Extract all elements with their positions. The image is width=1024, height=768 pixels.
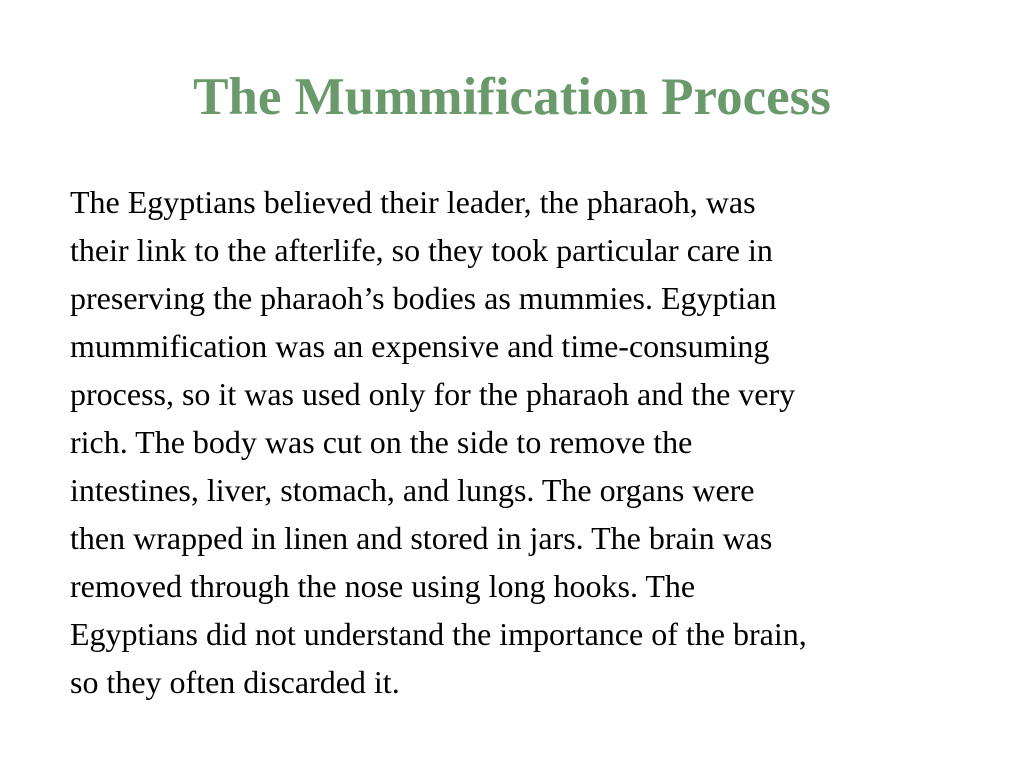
body-text-line: rich. The body was cut on the side to remove the <box>70 424 693 460</box>
body-text-line: so they often discarded it. <box>70 664 400 700</box>
body-text-line: process, so it was used only for the pharaoh and the very <box>70 376 796 412</box>
slide-body-text <box>70 178 1000 706</box>
body-text-line: mummification was an expensive and time-consuming <box>70 328 770 364</box>
body-text-line: intestines, liver, stomach, and lungs. The organs were <box>70 472 755 508</box>
body-text-line: then wrapped in linen and stored in jars. The brain was <box>70 520 773 556</box>
slide-title: The Mummification Process <box>193 68 831 126</box>
body-text-line: Egyptians did not understand the importance of the brain, <box>70 616 807 652</box>
body-text-line: removed through the nose using long hooks. The <box>70 568 696 604</box>
body-text-line: their link to the afterlife, so they took particular care in <box>70 232 773 268</box>
body-text-line: The Egyptians believed their leader, the pharaoh, was <box>70 184 756 220</box>
body-text-line: preserving the pharaoh’s bodies as mummies. Egyptian <box>70 280 777 316</box>
